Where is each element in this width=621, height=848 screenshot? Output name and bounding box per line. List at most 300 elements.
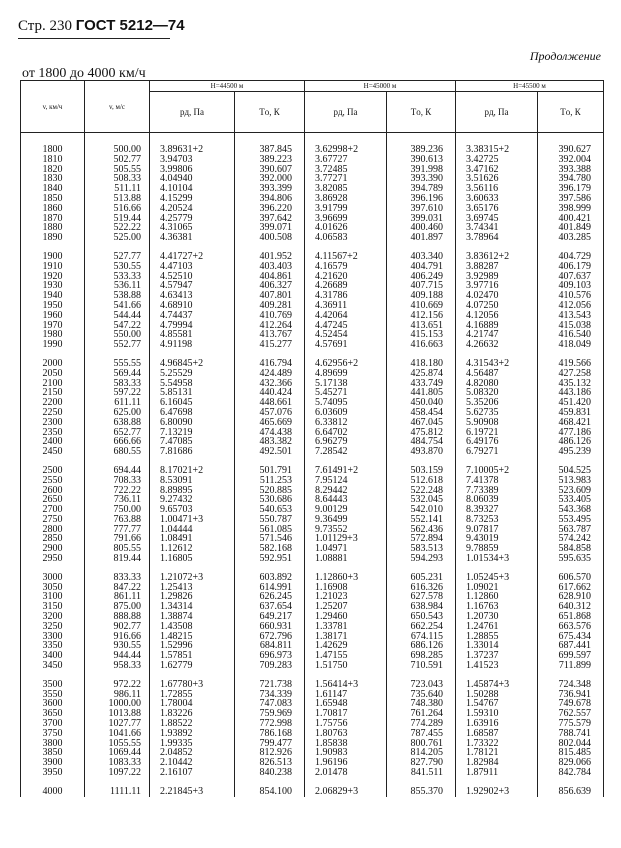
cell-v-kmh: 2750: [21, 515, 85, 525]
cell-temp-h3: 762.557: [538, 709, 604, 719]
cell-temp-h3: 404.729: [538, 243, 604, 262]
cell-v-ms: 722.22: [85, 486, 150, 496]
cell-pressure-h2: 1.65948: [305, 699, 387, 709]
table-row: [21, 428, 604, 438]
cell-v-kmh: 2600: [21, 486, 85, 496]
cell-temp-h3: 628.910: [538, 592, 604, 602]
table-row: [21, 778, 604, 797]
cell-v-kmh: 3300: [21, 632, 85, 642]
cell-temp-h2: 418.180: [387, 350, 456, 369]
cell-temp-h3: 394.780: [538, 174, 604, 184]
cell-v-ms: 777.77: [85, 525, 150, 535]
cell-temp-h1: 540.653: [235, 505, 305, 515]
cell-temp-h2: 433.749: [387, 379, 456, 389]
cell-v-ms: 583.33: [85, 379, 150, 389]
cell-pressure-h1: 4.68910: [150, 301, 235, 311]
cell-v-ms: 500.00: [85, 133, 150, 155]
cell-pressure-h3: 7.10005+2: [456, 457, 538, 476]
cell-v-ms: 680.55: [85, 447, 150, 457]
cell-pressure-h1: 4.04940: [150, 174, 235, 184]
cell-v-kmh: 2700: [21, 505, 85, 515]
cell-temp-h2: 552.141: [387, 515, 456, 525]
table-row: [21, 340, 604, 350]
cell-temp-h1: 410.769: [235, 311, 305, 321]
cell-temp-h3: 504.525: [538, 457, 604, 476]
cell-v-ms: 625.00: [85, 408, 150, 418]
cell-temp-h1: 684.811: [235, 641, 305, 651]
cell-pressure-h3: 1.33014: [456, 641, 538, 651]
cell-v-ms: 791.66: [85, 534, 150, 544]
table-row: [21, 515, 604, 525]
cell-pressure-h3: 8.06039: [456, 495, 538, 505]
cell-pressure-h3: 4.82080: [456, 379, 538, 389]
cell-pressure-h3: 1.01534+3: [456, 554, 538, 564]
cell-pressure-h1: 4.36381: [150, 233, 235, 243]
cell-pressure-h2: 7.95124: [305, 476, 387, 486]
cell-v-kmh: 2400: [21, 437, 85, 447]
cell-v-kmh: 3200: [21, 612, 85, 622]
table-row: [21, 194, 604, 204]
cell-temp-h3: 468.421: [538, 418, 604, 428]
cell-pressure-h2: 1.75756: [305, 719, 387, 729]
cell-temp-h1: 637.654: [235, 602, 305, 612]
cell-pressure-h2: 3.96699: [305, 214, 387, 224]
cell-pressure-h1: 4.91198: [150, 340, 235, 350]
cell-pressure-h2: 1.42629: [305, 641, 387, 651]
cell-v-ms: 569.44: [85, 369, 150, 379]
cell-temp-h2: 399.031: [387, 214, 456, 224]
cell-pressure-h1: 1.88522: [150, 719, 235, 729]
table-row: [21, 214, 604, 224]
cell-pressure-h2: 4.42064: [305, 311, 387, 321]
cell-temp-h3: 435.132: [538, 379, 604, 389]
cell-temp-h2: 761.264: [387, 709, 456, 719]
cell-pressure-h2: 1.25207: [305, 602, 387, 612]
cell-pressure-h2: 2.01478: [305, 768, 387, 778]
table-row: [21, 184, 604, 194]
cell-temp-h1: 400.508: [235, 233, 305, 243]
cell-temp-h1: 409.281: [235, 301, 305, 311]
cell-temp-h3: 413.543: [538, 311, 604, 321]
cell-v-ms: 513.88: [85, 194, 150, 204]
cell-v-ms: 1013.88: [85, 709, 150, 719]
cell-temp-h3: 574.242: [538, 534, 604, 544]
cell-temp-h1: 840.238: [235, 768, 305, 778]
table-row: [21, 758, 604, 768]
cell-temp-h2: 594.293: [387, 554, 456, 564]
cell-pressure-h3: 1.45874+3: [456, 671, 538, 690]
cell-temp-h2: 698.285: [387, 651, 456, 661]
cell-v-kmh: 3350: [21, 641, 85, 651]
cell-temp-h3: 711.899: [538, 661, 604, 671]
cell-v-ms: 902.77: [85, 622, 150, 632]
cell-temp-h3: 842.784: [538, 768, 604, 778]
cell-temp-h3: 393.388: [538, 165, 604, 175]
cell-pressure-h2: 6.64702: [305, 428, 387, 438]
table-row: [21, 690, 604, 700]
cell-v-ms: 519.44: [85, 214, 150, 224]
table-row: [21, 486, 604, 496]
cell-temp-h2: 674.115: [387, 632, 456, 642]
cell-temp-h2: 413.651: [387, 321, 456, 331]
table-row: [21, 641, 604, 651]
cell-temp-h1: 432.366: [235, 379, 305, 389]
table-row: [21, 262, 604, 272]
cell-pressure-h2: 4.57691: [305, 340, 387, 350]
cell-pressure-h2: 1.80763: [305, 729, 387, 739]
cell-temp-h1: 387.845: [235, 133, 305, 155]
cell-pressure-h3: 5.08320: [456, 388, 538, 398]
table-row: [21, 457, 604, 476]
cell-temp-h3: 533.405: [538, 495, 604, 505]
cell-v-kmh: 1900: [21, 243, 85, 262]
cell-temp-h1: 721.738: [235, 671, 305, 690]
table-row: [21, 583, 604, 593]
cell-pressure-h2: 4.62956+2: [305, 350, 387, 369]
cell-v-kmh: 3550: [21, 690, 85, 700]
table-row: [21, 495, 604, 505]
table-row: [21, 554, 604, 564]
cell-temp-h2: 410.669: [387, 301, 456, 311]
table-row: [21, 437, 604, 447]
cell-temp-h1: 401.952: [235, 243, 305, 262]
cell-v-kmh: 3850: [21, 748, 85, 758]
cell-temp-h2: 401.897: [387, 233, 456, 243]
col-header-pressure: pд, Па: [305, 92, 387, 133]
table-row: [21, 592, 604, 602]
cell-v-kmh: 3250: [21, 622, 85, 632]
table-row: [21, 768, 604, 778]
cell-pressure-h2: 2.06829+3: [305, 778, 387, 797]
table-row: [21, 709, 604, 719]
cell-temp-h3: 396.179: [538, 184, 604, 194]
cell-temp-h2: 404.791: [387, 262, 456, 272]
cell-pressure-h2: 4.06583: [305, 233, 387, 243]
cell-temp-h1: 393.399: [235, 184, 305, 194]
cell-pressure-h2: 8.29442: [305, 486, 387, 496]
table-row: [21, 243, 604, 262]
cell-v-ms: 833.33: [85, 564, 150, 583]
cell-pressure-h2: 5.17138: [305, 379, 387, 389]
cell-pressure-h3: 1.68587: [456, 729, 538, 739]
cell-v-kmh: 2300: [21, 418, 85, 428]
cell-temp-h2: 467.045: [387, 418, 456, 428]
cell-v-kmh: 2050: [21, 369, 85, 379]
cell-temp-h3: 403.285: [538, 233, 604, 243]
cell-temp-h2: 748.380: [387, 699, 456, 709]
cell-v-ms: 530.55: [85, 262, 150, 272]
cell-temp-h1: 397.642: [235, 214, 305, 224]
cell-temp-h2: 407.715: [387, 281, 456, 291]
cell-temp-h2: 400.460: [387, 223, 456, 233]
cell-v-kmh: 2250: [21, 408, 85, 418]
cell-temp-h2: 393.390: [387, 174, 456, 184]
cell-pressure-h2: 9.00129: [305, 505, 387, 515]
cell-pressure-h1: 3.94703: [150, 155, 235, 165]
cell-pressure-h1: 7.81686: [150, 447, 235, 457]
cell-v-kmh: 3950: [21, 768, 85, 778]
cell-temp-h2: 512.618: [387, 476, 456, 486]
cell-temp-h1: 415.277: [235, 340, 305, 350]
cell-v-kmh: 1880: [21, 223, 85, 233]
cell-temp-h3: 415.038: [538, 321, 604, 331]
cell-temp-h2: 406.249: [387, 272, 456, 282]
standard-code: ГОСТ 5212—74: [75, 17, 185, 34]
cell-v-ms: 516.66: [85, 204, 150, 214]
table-row: [21, 291, 604, 301]
cell-pressure-h3: 1.37237: [456, 651, 538, 661]
cell-temp-h3: 418.049: [538, 340, 604, 350]
cell-temp-h3: 443.186: [538, 388, 604, 398]
cell-pressure-h1: 1.52996: [150, 641, 235, 651]
cell-v-ms: 527.77: [85, 243, 150, 262]
cell-v-kmh: 1990: [21, 340, 85, 350]
cell-temp-h1: 413.767: [235, 330, 305, 340]
cell-pressure-h1: 4.47103: [150, 262, 235, 272]
cell-pressure-h2: 3.67727: [305, 155, 387, 165]
cell-v-ms: 930.55: [85, 641, 150, 651]
cell-temp-h1: 696.973: [235, 651, 305, 661]
table-row: [21, 272, 604, 282]
cell-pressure-h3: 4.16889: [456, 321, 538, 331]
cell-v-kmh: 1860: [21, 204, 85, 214]
cell-temp-h3: 451.420: [538, 398, 604, 408]
cell-v-ms: 888.88: [85, 612, 150, 622]
table-row: [21, 233, 604, 243]
table-row: [21, 379, 604, 389]
cell-v-ms: 1000.00: [85, 699, 150, 709]
cell-pressure-h1: 1.12612: [150, 544, 235, 554]
cell-temp-h3: 406.179: [538, 262, 604, 272]
cell-pressure-h1: 1.34314: [150, 602, 235, 612]
cell-pressure-h1: 1.99335: [150, 739, 235, 749]
cell-temp-h2: 583.513: [387, 544, 456, 554]
cell-pressure-h3: 1.28855: [456, 632, 538, 642]
cell-temp-h1: 404.861: [235, 272, 305, 282]
cell-temp-h3: 401.849: [538, 223, 604, 233]
cell-pressure-h3: 1.54767: [456, 699, 538, 709]
cell-pressure-h2: 4.89699: [305, 369, 387, 379]
cell-v-kmh: 3900: [21, 758, 85, 768]
cell-pressure-h3: 1.73322: [456, 739, 538, 749]
cell-v-kmh: 1840: [21, 184, 85, 194]
col-header-pressure: pд, Па: [150, 92, 235, 133]
cell-temp-h1: 660.931: [235, 622, 305, 632]
cell-pressure-h3: 4.02470: [456, 291, 538, 301]
altitude-header-2: H=45000 м: [305, 81, 456, 92]
cell-v-kmh: 3650: [21, 709, 85, 719]
cell-temp-h2: 814.205: [387, 748, 456, 758]
cell-pressure-h2: 3.86928: [305, 194, 387, 204]
table-header: [21, 81, 604, 133]
cell-pressure-h3: 1.82984: [456, 758, 538, 768]
cell-temp-h1: 759.969: [235, 709, 305, 719]
cell-temp-h1: 448.661: [235, 398, 305, 408]
cell-temp-h2: 450.040: [387, 398, 456, 408]
cell-pressure-h2: 1.16908: [305, 583, 387, 593]
cell-temp-h1: 571.546: [235, 534, 305, 544]
table-row: [21, 350, 604, 369]
cell-v-ms: 750.00: [85, 505, 150, 515]
table-row: [21, 447, 604, 457]
cell-v-kmh: 2100: [21, 379, 85, 389]
cell-temp-h1: 603.892: [235, 564, 305, 583]
cell-v-ms: 944.44: [85, 651, 150, 661]
cell-pressure-h3: 1.59310: [456, 709, 538, 719]
cell-v-kmh: 2850: [21, 534, 85, 544]
table-row: [21, 534, 604, 544]
cell-temp-h1: 649.217: [235, 612, 305, 622]
cell-temp-h1: 412.264: [235, 321, 305, 331]
cell-pressure-h1: 4.63413: [150, 291, 235, 301]
cell-pressure-h1: 2.10442: [150, 758, 235, 768]
cell-v-kmh: 2200: [21, 398, 85, 408]
cell-pressure-h2: 1.96196: [305, 758, 387, 768]
cell-pressure-h3: 1.24761: [456, 622, 538, 632]
cell-pressure-h1: 7.47085: [150, 437, 235, 447]
table-row: [21, 651, 604, 661]
cell-pressure-h2: 6.96279: [305, 437, 387, 447]
cell-v-ms: 611.11: [85, 398, 150, 408]
cell-v-kmh: 2550: [21, 476, 85, 486]
cell-pressure-h3: 3.51626: [456, 174, 538, 184]
table-row: [21, 281, 604, 291]
cell-v-kmh: 3050: [21, 583, 85, 593]
table-row: [21, 330, 604, 340]
cell-temp-h3: 543.368: [538, 505, 604, 515]
cell-v-ms: 861.11: [85, 592, 150, 602]
cell-temp-h2: 484.754: [387, 437, 456, 447]
cell-pressure-h3: 3.97716: [456, 281, 538, 291]
cell-v-ms: 525.00: [85, 233, 150, 243]
cell-temp-h2: 542.010: [387, 505, 456, 515]
cell-pressure-h1: 4.25779: [150, 214, 235, 224]
cell-pressure-h1: 8.89895: [150, 486, 235, 496]
cell-temp-h3: 699.597: [538, 651, 604, 661]
cell-pressure-h1: 1.25413: [150, 583, 235, 593]
cell-pressure-h1: 2.21845+3: [150, 778, 235, 797]
cell-pressure-h1: 4.20524: [150, 204, 235, 214]
cell-v-kmh: 3450: [21, 661, 85, 671]
cell-temp-h1: 416.794: [235, 350, 305, 369]
cell-v-kmh: 1980: [21, 330, 85, 340]
cell-v-ms: 708.33: [85, 476, 150, 486]
cell-v-kmh: 1970: [21, 321, 85, 331]
cell-temp-h1: 799.477: [235, 739, 305, 749]
cell-temp-h3: 400.421: [538, 214, 604, 224]
cell-temp-h2: 723.043: [387, 671, 456, 690]
cell-v-kmh: 3750: [21, 729, 85, 739]
cell-temp-h3: 788.741: [538, 729, 604, 739]
cell-v-ms: 1027.77: [85, 719, 150, 729]
cell-v-ms: 916.66: [85, 632, 150, 642]
cell-pressure-h1: 9.65703: [150, 505, 235, 515]
cell-temp-h1: 747.083: [235, 699, 305, 709]
cell-pressure-h1: 1.38874: [150, 612, 235, 622]
cell-temp-h3: 427.258: [538, 369, 604, 379]
cell-v-ms: 819.44: [85, 554, 150, 564]
cell-pressure-h3: 3.74341: [456, 223, 538, 233]
cell-pressure-h2: 4.31786: [305, 291, 387, 301]
cell-temp-h2: 662.254: [387, 622, 456, 632]
cell-v-kmh: 3000: [21, 564, 85, 583]
cell-pressure-h3: 4.56487: [456, 369, 538, 379]
cell-temp-h2: 415.153: [387, 330, 456, 340]
cell-pressure-h1: 8.17021+2: [150, 457, 235, 476]
cell-temp-h2: 409.188: [387, 291, 456, 301]
cell-pressure-h3: 4.07250: [456, 301, 538, 311]
cell-temp-h2: 638.984: [387, 602, 456, 612]
table-row: [21, 165, 604, 175]
cell-pressure-h2: 3.77271: [305, 174, 387, 184]
cell-temp-h2: 532.045: [387, 495, 456, 505]
cell-temp-h2: 827.790: [387, 758, 456, 768]
cell-v-kmh: 3700: [21, 719, 85, 729]
cell-temp-h1: 582.168: [235, 544, 305, 554]
cell-temp-h1: 403.403: [235, 262, 305, 272]
cell-v-ms: 763.88: [85, 515, 150, 525]
cell-v-ms: 652.77: [85, 428, 150, 438]
page-header: [18, 17, 185, 35]
table-row: [21, 505, 604, 515]
cell-pressure-h2: 3.91799: [305, 204, 387, 214]
table-row: [21, 612, 604, 622]
cell-pressure-h1: 6.16045: [150, 398, 235, 408]
cell-pressure-h1: 1.29826: [150, 592, 235, 602]
cell-v-ms: 544.44: [85, 311, 150, 321]
cell-pressure-h2: 4.01626: [305, 223, 387, 233]
cell-temp-h3: 407.637: [538, 272, 604, 282]
cell-pressure-h3: 1.05245+3: [456, 564, 538, 583]
cell-pressure-h1: 4.96845+2: [150, 350, 235, 369]
cell-pressure-h3: 5.62735: [456, 408, 538, 418]
cell-temp-h1: 440.424: [235, 388, 305, 398]
table-row: [21, 525, 604, 535]
cell-pressure-h3: 8.73253: [456, 515, 538, 525]
cell-pressure-h2: 8.64443: [305, 495, 387, 505]
cell-v-kmh: 1920: [21, 272, 85, 282]
cell-v-ms: 736.11: [85, 495, 150, 505]
table-row: [21, 739, 604, 749]
cell-v-ms: 638.88: [85, 418, 150, 428]
cell-temp-h1: 614.991: [235, 583, 305, 593]
cell-temp-h3: 829.066: [538, 758, 604, 768]
cell-v-ms: 502.77: [85, 155, 150, 165]
cell-temp-h3: 815.485: [538, 748, 604, 758]
table-row: [21, 544, 604, 554]
cell-temp-h1: 772.998: [235, 719, 305, 729]
cell-v-kmh: 2000: [21, 350, 85, 369]
cell-v-kmh: 2150: [21, 388, 85, 398]
cell-pressure-h3: 3.88287: [456, 262, 538, 272]
table-row: [21, 301, 604, 311]
cell-pressure-h1: 1.04444: [150, 525, 235, 535]
table-row: [21, 632, 604, 642]
cell-temp-h1: 492.501: [235, 447, 305, 457]
cell-temp-h3: 398.999: [538, 204, 604, 214]
cell-pressure-h2: 4.11567+2: [305, 243, 387, 262]
cell-temp-h1: 672.796: [235, 632, 305, 642]
cell-v-ms: 666.66: [85, 437, 150, 447]
cell-v-ms: 508.33: [85, 174, 150, 184]
cell-temp-h3: 392.004: [538, 155, 604, 165]
cell-pressure-h3: 1.41523: [456, 661, 538, 671]
cell-pressure-h2: 1.21023: [305, 592, 387, 602]
cell-pressure-h2: 3.72485: [305, 165, 387, 175]
table-row: [21, 564, 604, 583]
cell-v-kmh: 4000: [21, 778, 85, 797]
cell-pressure-h3: 3.42725: [456, 155, 538, 165]
